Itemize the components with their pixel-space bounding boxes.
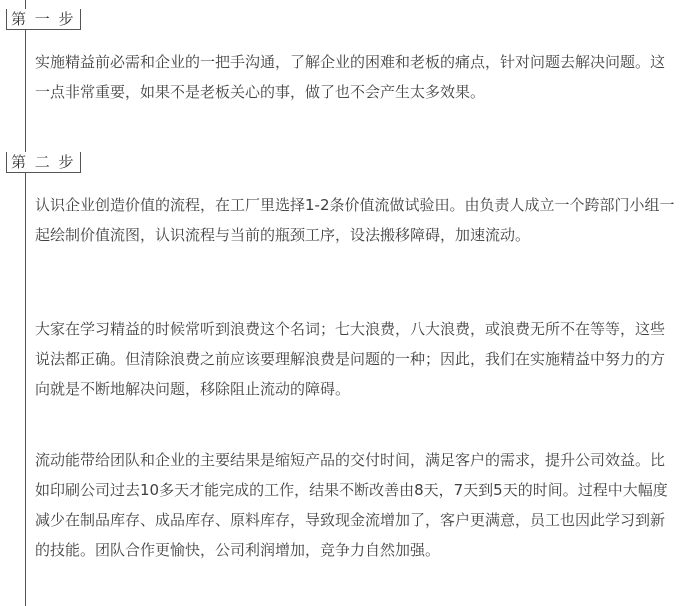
step-two-paragraph-2: 大家在学习精益的时候常听到浪费这个名词；七大浪费，八大浪费，或浪费无所不在等等，这些说法都正确。但清除浪费之前应该要理解浪费是问题的一种；因此，我们在实施精益中努力的方向就是不断地解决问题，移除阻止流动的障碍。 xyxy=(35,320,666,398)
timeline-line xyxy=(25,0,26,606)
step-two-label: 第 二 步 xyxy=(6,152,81,173)
step-two-paragraph-3: 流动能带给团队和企业的主要结果是缩短产品的交付时间，满足客户的需求，提升公司效益。比如印刷公司过去10多天才能完成的工作，结果不断改善由8天，7天到5天的时间。过程中大幅度减少在制品库存、成品库存、原料库存，导致现金流增加了，客户更满意，员工也因此学习到新的技能。团队合作更愉快，公司利润增加，竞争力自然加强。 xyxy=(35,451,668,559)
step-one-label: 第 一 步 xyxy=(6,9,81,30)
step-two-paragraph-1: 认识企业创造价值的流程，在工厂里选择1-2条价值流做试验田。由负责人成立一个跨部门小组一起绘制价值流图，认识流程与当前的瓶颈工序，设法搬移障碍，加速流动。 xyxy=(35,196,675,244)
step-one-paragraph: 实施精益前必需和企业的一把手沟通，了解企业的困难和老板的痛点，针对问题去解决问题。这一点非常重要，如果不是老板关心的事，做了也不会产生太多效果。 xyxy=(35,53,666,101)
